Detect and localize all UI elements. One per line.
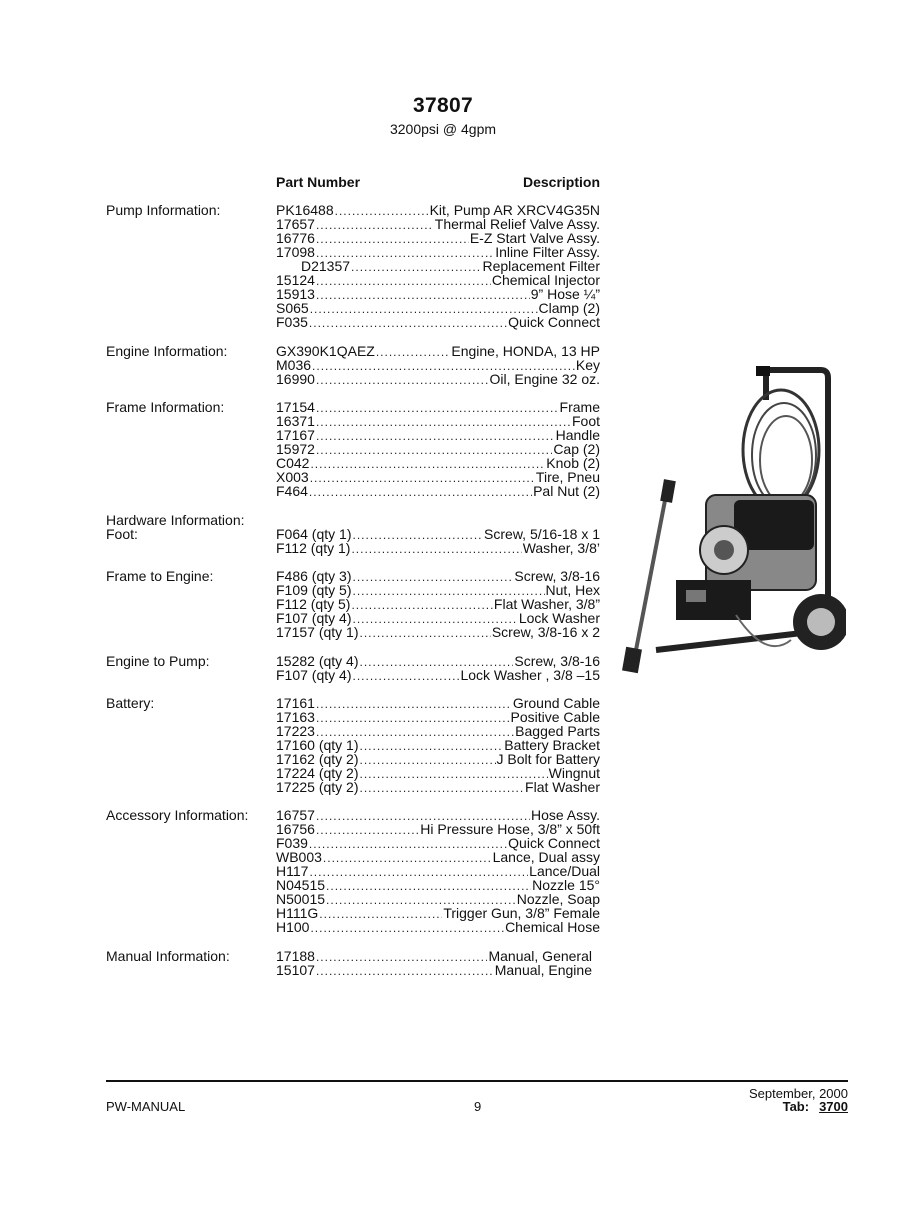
part-number: PK16488 [276, 202, 334, 218]
leader-dots [323, 851, 492, 865]
part-number: D21357 [301, 258, 351, 274]
part-row [276, 456, 600, 470]
leader-dots [316, 401, 559, 415]
parts-list-engine-to-pump [276, 654, 600, 682]
part-row [276, 569, 600, 583]
part-description: Screw, 3/8-16 [514, 568, 600, 584]
leader-dots [351, 598, 492, 612]
leader-dots [309, 865, 528, 879]
part-description: Lance/Dual [529, 863, 600, 879]
part-description: Lance, Dual assy [492, 849, 600, 865]
part-number: 17157 (qty 1) [276, 624, 359, 640]
part-number: 17225 (qty 2) [276, 779, 359, 795]
section-label-frame: Frame Information: [106, 399, 225, 415]
leader-dots [316, 218, 434, 232]
part-description: Foot [571, 413, 600, 429]
footer-manual-name: PW-MANUAL [106, 1099, 186, 1114]
part-row [276, 963, 592, 977]
part-description: Chemical Hose [505, 919, 600, 935]
part-number: H100 [276, 919, 310, 935]
part-row [276, 203, 600, 217]
part-number: S065 [276, 300, 309, 316]
part-description: Hose Assy. [531, 807, 600, 823]
section-label-accessory: Accessory Information: [106, 807, 249, 823]
footer-rule [106, 1080, 848, 1082]
part-number: 15124 [276, 272, 315, 288]
part-description: Hi Pressure Hose, 3/8” x 50ft [420, 821, 600, 837]
parts-list-hardware-foot [276, 527, 600, 555]
part-description: Oil, Engine 32 oz. [489, 371, 600, 387]
part-description: Chemical Injector [491, 272, 600, 288]
part-row [276, 668, 600, 682]
leader-dots [316, 415, 571, 429]
part-number: F035 [276, 314, 308, 330]
part-description: Kit, Pump AR XRCV4G35N [429, 202, 600, 218]
part-row [276, 724, 600, 738]
part-row [276, 541, 600, 555]
part-description: 9” Hose ¼” [530, 286, 600, 302]
part-description: Knob (2) [546, 455, 600, 471]
part-description: Trigger Gun, 3/8” Female [443, 905, 600, 921]
part-number: 16776 [276, 230, 315, 246]
part-number: 17167 [276, 427, 315, 443]
part-number: 17098 [276, 244, 315, 260]
part-description: Inline Filter Assy. [495, 244, 600, 260]
leader-dots [351, 542, 521, 556]
part-row [276, 442, 600, 456]
part-row [276, 428, 600, 442]
part-description: Wingnut [548, 765, 600, 781]
part-number: F464 [276, 483, 308, 499]
section-label-frame-to-engine: Frame to Engine: [106, 568, 214, 584]
part-row [276, 780, 600, 794]
leader-dots [351, 260, 481, 274]
leader-dots [316, 274, 491, 288]
part-description: Flat Washer, 3/8” [493, 596, 600, 612]
part-row [276, 245, 600, 259]
leader-dots [316, 288, 530, 302]
part-row [276, 231, 600, 245]
part-description: Positive Cable [510, 709, 600, 725]
section-label-hardware: Hardware Information: [106, 512, 245, 528]
leader-dots [352, 669, 459, 683]
leader-dots [376, 345, 451, 359]
part-row [276, 259, 600, 273]
part-description: Thermal Relief Valve Assy. [434, 216, 600, 232]
leader-dots [335, 204, 429, 218]
part-row [276, 414, 600, 428]
part-row [276, 400, 600, 414]
part-row [276, 710, 600, 724]
part-number: X003 [276, 469, 309, 485]
part-description: Screw, 3/8-16 [514, 653, 600, 669]
part-row [276, 654, 600, 668]
leader-dots [316, 711, 510, 725]
part-description: Lock Washer , 3/8 –15 [460, 667, 600, 683]
footer-tab-value: 3700 [819, 1099, 848, 1114]
column-header-part-number: Part Number [276, 174, 361, 190]
leader-dots [316, 429, 555, 443]
part-description: Bagged Parts [515, 723, 600, 739]
parts-list-accessory [276, 808, 600, 934]
part-row [276, 484, 600, 498]
leader-dots [316, 964, 494, 978]
footer-tab [783, 1099, 848, 1114]
part-row [276, 906, 600, 920]
part-description: Washer, 3/8’ [522, 540, 600, 556]
part-description: Flat Washer [525, 779, 600, 795]
part-description: Screw, 3/8-16 x 2 [491, 624, 600, 640]
part-number: C042 [276, 455, 310, 471]
part-row [276, 583, 600, 597]
parts-list-frame-to-engine [276, 569, 600, 639]
part-number: 16990 [276, 371, 315, 387]
part-description: Replacement Filter [482, 258, 600, 274]
part-row [276, 766, 600, 780]
part-number: 16371 [276, 413, 315, 429]
part-description: E-Z Start Valve Assy. [469, 230, 600, 246]
part-number: N50015 [276, 891, 326, 907]
leader-dots [352, 570, 513, 584]
part-number: M036 [276, 357, 312, 373]
part-description: Nozzle, Soap [516, 891, 600, 907]
leader-dots [316, 950, 488, 964]
footer-date: September, 2000 [748, 1086, 848, 1101]
part-row [276, 822, 600, 836]
part-description: Clamp (2) [538, 300, 600, 316]
part-number: 17162 (qty 2) [276, 751, 359, 767]
leader-dots [309, 485, 532, 499]
part-number: F107 (qty 4) [276, 610, 352, 626]
part-number: F112 (qty 1) [276, 540, 351, 556]
part-row [276, 892, 600, 906]
part-description: Tire, Pneu [535, 469, 600, 485]
footer-tab-label: Tab: [782, 1099, 810, 1114]
part-number: F109 (qty 5) [276, 582, 352, 598]
leader-dots [360, 626, 491, 640]
part-row [276, 527, 600, 541]
parts-list-pump [276, 203, 600, 329]
parts-list-engine [276, 344, 600, 386]
leader-dots [360, 753, 496, 767]
part-description: Engine, HONDA, 13 HP [451, 343, 600, 359]
pressure-washer-image [616, 360, 846, 678]
part-row [276, 597, 600, 611]
part-number: 17163 [276, 709, 315, 725]
part-description: Cap (2) [553, 441, 600, 457]
part-number: 17188 [276, 948, 315, 964]
part-description: Pal Nut (2) [533, 483, 600, 499]
part-row [276, 470, 600, 484]
part-row [276, 625, 600, 639]
part-description: Handle [555, 427, 600, 443]
part-number: 15913 [276, 286, 315, 302]
part-number: N04515 [276, 877, 326, 893]
section-label-battery: Battery: [106, 695, 155, 711]
leader-dots [326, 879, 531, 893]
part-description: J Bolt for Battery [496, 751, 600, 767]
leader-dots [310, 302, 538, 316]
leader-dots [316, 232, 469, 246]
leader-dots [310, 471, 535, 485]
part-number: F112 (qty 5) [276, 596, 351, 612]
leader-dots [316, 443, 552, 457]
part-number: F039 [276, 835, 308, 851]
parts-list-manual [276, 949, 592, 977]
part-number: 15107 [276, 962, 315, 978]
part-number: F064 (qty 1) [276, 526, 352, 542]
part-number: 17160 (qty 1) [276, 737, 359, 753]
leader-dots [316, 697, 512, 711]
part-row [276, 372, 600, 386]
leader-dots [309, 837, 507, 851]
leader-dots [360, 767, 548, 781]
part-description: Quick Connect [508, 835, 600, 851]
part-row [276, 301, 600, 315]
leader-dots [316, 373, 489, 387]
part-description: Nozzle 15° [532, 877, 600, 893]
part-row [276, 738, 600, 752]
part-description: Ground Cable [512, 695, 600, 711]
leader-dots [360, 781, 525, 795]
part-row [276, 273, 600, 287]
part-description: Manual, General [488, 948, 592, 964]
part-row [276, 949, 592, 963]
part-row [276, 920, 600, 934]
part-row [276, 878, 600, 892]
part-description: Manual, Engine [494, 962, 592, 978]
page-subtitle: 3200psi @ 4gpm [389, 121, 497, 137]
part-number: H111G [276, 905, 319, 921]
part-number: F107 (qty 4) [276, 667, 352, 683]
leader-dots [352, 528, 483, 542]
leader-dots [310, 921, 504, 935]
part-row [276, 864, 600, 878]
part-number: F486 (qty 3) [276, 568, 352, 584]
leader-dots [316, 823, 419, 837]
footer-page-number: 9 [474, 1099, 482, 1114]
part-number: 17224 (qty 2) [276, 765, 359, 781]
part-number: 17154 [276, 399, 315, 415]
part-number: 17657 [276, 216, 315, 232]
part-row [276, 850, 600, 864]
part-row [276, 287, 600, 301]
section-label-pump: Pump Information: [106, 202, 221, 218]
part-row [276, 358, 600, 372]
part-number: WB003 [276, 849, 322, 865]
page-title: 37807 [413, 94, 473, 117]
part-row [276, 696, 600, 710]
part-number: 17161 [276, 695, 315, 711]
part-description: Quick Connect [508, 314, 600, 330]
part-row [276, 217, 600, 231]
part-row [276, 315, 600, 329]
part-number: 15282 (qty 4) [276, 653, 359, 669]
section-sublabel-foot: Foot: [106, 526, 138, 542]
section-label-manual: Manual Information: [106, 948, 230, 964]
leader-dots [319, 907, 442, 921]
part-number: 15972 [276, 441, 315, 457]
leader-dots [360, 739, 504, 753]
part-row [276, 611, 600, 625]
part-description: Nut, Hex [545, 582, 600, 598]
leader-dots [310, 457, 545, 471]
section-label-engine: Engine Information: [106, 343, 228, 359]
part-description: Lock Washer [518, 610, 600, 626]
part-number: 16757 [276, 807, 315, 823]
part-description: Screw, 5/16-18 x 1 [484, 526, 600, 542]
section-label-engine-to-pump: Engine to Pump: [106, 653, 210, 669]
part-number: 17223 [276, 723, 315, 739]
parts-list-battery [276, 696, 600, 794]
part-row [276, 836, 600, 850]
part-row [276, 344, 600, 358]
part-description: Frame [559, 399, 600, 415]
part-number: 16756 [276, 821, 315, 837]
part-number: H117 [276, 863, 309, 879]
part-number: GX390K1QAEZ [276, 343, 375, 359]
column-header-description: Description [522, 174, 600, 190]
part-description: Battery Bracket [504, 737, 600, 753]
part-description: Key [575, 357, 600, 373]
part-row [276, 808, 600, 822]
leader-dots [309, 316, 507, 330]
parts-list-frame [276, 400, 600, 498]
part-row [276, 752, 600, 766]
